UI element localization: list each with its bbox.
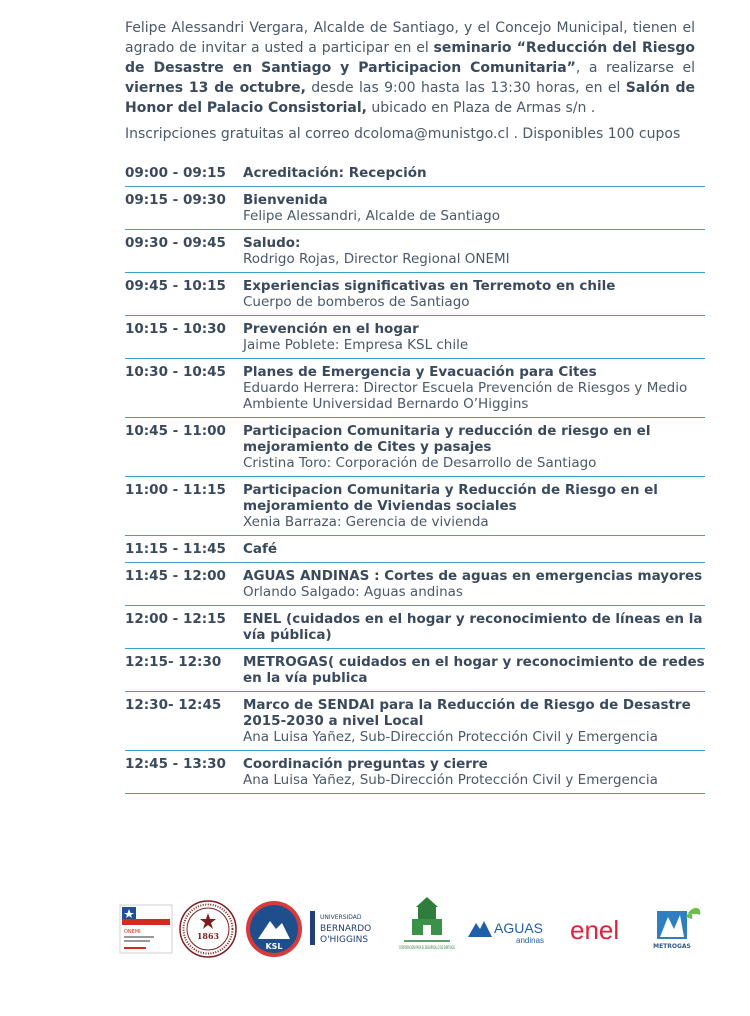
agenda-content [243,654,705,686]
agenda-row [125,536,705,563]
invitation-paragraph [125,18,695,118]
invitation-text [125,18,695,144]
corporacion-logo-text: CORPORACION PARA EL DESARROLLO DE SANTIAGO [399,945,455,950]
metrogas-text: METROGAS [653,943,691,950]
agenda-speaker: Eduardo Herrera: Director Escuela Prevención de Riesgos y Medio Ambiente Universidad Bernardo O’Higgins [243,380,688,412]
corporacion-logo [398,897,456,965]
agenda-title: Marco de SENDAI para la Reducción de Riesgo de Desastre 2015-2030 a nivel Local [243,697,691,729]
agenda-speaker: Orlando Salgado: Aguas andinas [243,584,463,600]
agenda-time: 11:00 - 11:15 [125,482,226,498]
aguas-andinas-logo [466,915,558,949]
aguas-text: AGUAS [494,920,544,936]
ubo-line-3: O'HIGGINS [320,935,369,945]
agenda-speaker: Jaime Poblete: Empresa KSL chile [243,337,469,353]
agenda-time: 12:00 - 12:15 [125,611,226,627]
agenda-content [243,321,705,353]
agenda-speaker: Xenia Barraza: Gerencia de vivienda [243,514,489,530]
agenda-title: Saludo: [243,235,301,251]
agenda-row [125,606,705,649]
agenda-row [125,160,705,187]
ksl-logo [244,899,304,963]
agenda-row [125,563,705,606]
agenda-row [125,359,705,418]
agenda-title: AGUAS ANDINAS : Cortes de aguas en emergencias mayores [243,568,703,584]
metrogas-logo [654,903,704,957]
agenda-title: Planes de Emergencia y Evacuación para Cites [243,364,597,380]
agenda-row [125,649,705,692]
agenda-title: Experiencias significativas en Terremoto en chile [243,278,616,294]
agenda-content [243,165,705,181]
agenda-time: 12:15- 12:30 [125,654,222,670]
agenda-speaker: Cuerpo de bomberos de Santiago [243,294,470,310]
intro-text-1: Felipe Alessandri Vergara, Alcalde de Santiago, y el Concejo Municipal, tienen el agrado de invitar a usted a participar en el [125,20,695,56]
ubo-line-2: BERNARDO [320,924,372,934]
agenda-time: 10:45 - 11:00 [125,423,226,439]
agenda-title: METROGAS( cuidados en el hogar y reconocimiento de redes en la vía publica [243,654,705,686]
agenda-table [125,160,705,794]
agenda-content [243,482,705,530]
agenda-title: Participacion Comunitaria y Reducción de Riesgo en el mejoramiento de Viviendas sociales [243,482,658,514]
agenda-row [125,477,705,536]
agenda-content [243,611,705,643]
agenda-speaker: Rodrigo Rojas, Director Regional ONEMI [243,251,510,267]
agenda-content [243,278,705,310]
agenda-title: Café [243,541,278,557]
agenda-content [243,364,705,412]
intro-text-4: ubicado en Plaza de Armas s/n . [366,100,596,116]
agenda-time: 09:45 - 10:15 [125,278,226,294]
agenda-content [243,697,705,745]
agenda-row [125,751,705,794]
agenda-content [243,235,705,267]
event-date: viernes 13 de octubre, [125,80,306,96]
enel-text: enel [570,915,620,945]
agenda-title: Coordinación preguntas y cierre [243,756,488,772]
agenda-speaker: Cristina Toro: Corporación de Desarrollo de Santiago [243,455,597,471]
agenda-content [243,756,705,788]
agenda-time: 10:30 - 10:45 [125,364,226,380]
onemi-logo-text: ONEMI [124,929,141,935]
agenda-title: Bienvenida [243,192,328,208]
agenda-time: 09:15 - 09:30 [125,192,226,208]
seminar-title: seminario “Reducción del Riesgo de Desastre en Santiago y Participacion Comunitaria” [125,40,695,76]
agenda-speaker: Ana Luisa Yañez, Sub-Dirección Protección Civil y Emergencia [243,729,658,745]
agenda-content [243,568,705,600]
intro-text-2: , a realizarse el [575,60,695,76]
agenda-title: Participacion Comunitaria y reducción de riesgo en el mejoramiento de Cites y pasajes [243,423,651,455]
agenda-content [243,541,705,557]
enel-logo [568,913,648,951]
bomberos-seal-logo [178,899,238,963]
agenda-row [125,418,705,477]
agenda-title: Acreditación: Recepción [243,165,427,181]
andinas-text: andinas [516,936,545,945]
agenda-row [125,692,705,751]
agenda-row [125,273,705,316]
agenda-time: 12:30- 12:45 [125,697,222,713]
sponsor-logos [118,895,718,965]
agenda-time: 09:30 - 09:45 [125,235,226,251]
onemi-logo [120,905,172,957]
agenda-time: 11:45 - 12:00 [125,568,226,584]
agenda-content [243,192,705,224]
ubo-line-1: UNIVERSIDAD [320,914,362,921]
agenda-row [125,316,705,359]
ubo-logo [310,911,392,949]
intro-text-3: desde las 9:00 hasta las 13:30 horas, en el [305,80,626,96]
agenda-speaker: Felipe Alessandri, Alcalde de Santiago [243,208,500,224]
bomberos-year-text: 1863 [196,931,220,941]
agenda-time: 12:45 - 13:30 [125,756,226,772]
agenda-time: 10:15 - 10:30 [125,321,226,337]
agenda-row [125,187,705,230]
agenda-title: ENEL (cuidados en el hogar y reconocimiento de líneas en la vía pública) [243,611,703,643]
ksl-logo-text: KSL [265,942,283,951]
agenda-content [243,423,705,471]
agenda-time: 11:15 - 11:45 [125,541,226,557]
agenda-time: 09:00 - 09:15 [125,165,226,181]
agenda-speaker: Ana Luisa Yañez, Sub-Dirección Protección Civil y Emergencia [243,772,658,788]
agenda-title: Prevención en el hogar [243,321,419,337]
event-venue: Salón de Honor del Palacio Consistorial, [125,80,695,116]
registration-info: Inscripciones gratuitas al correo dcoloma@munistgo.cl . Disponibles 100 cupos [125,126,681,142]
agenda-row [125,230,705,273]
